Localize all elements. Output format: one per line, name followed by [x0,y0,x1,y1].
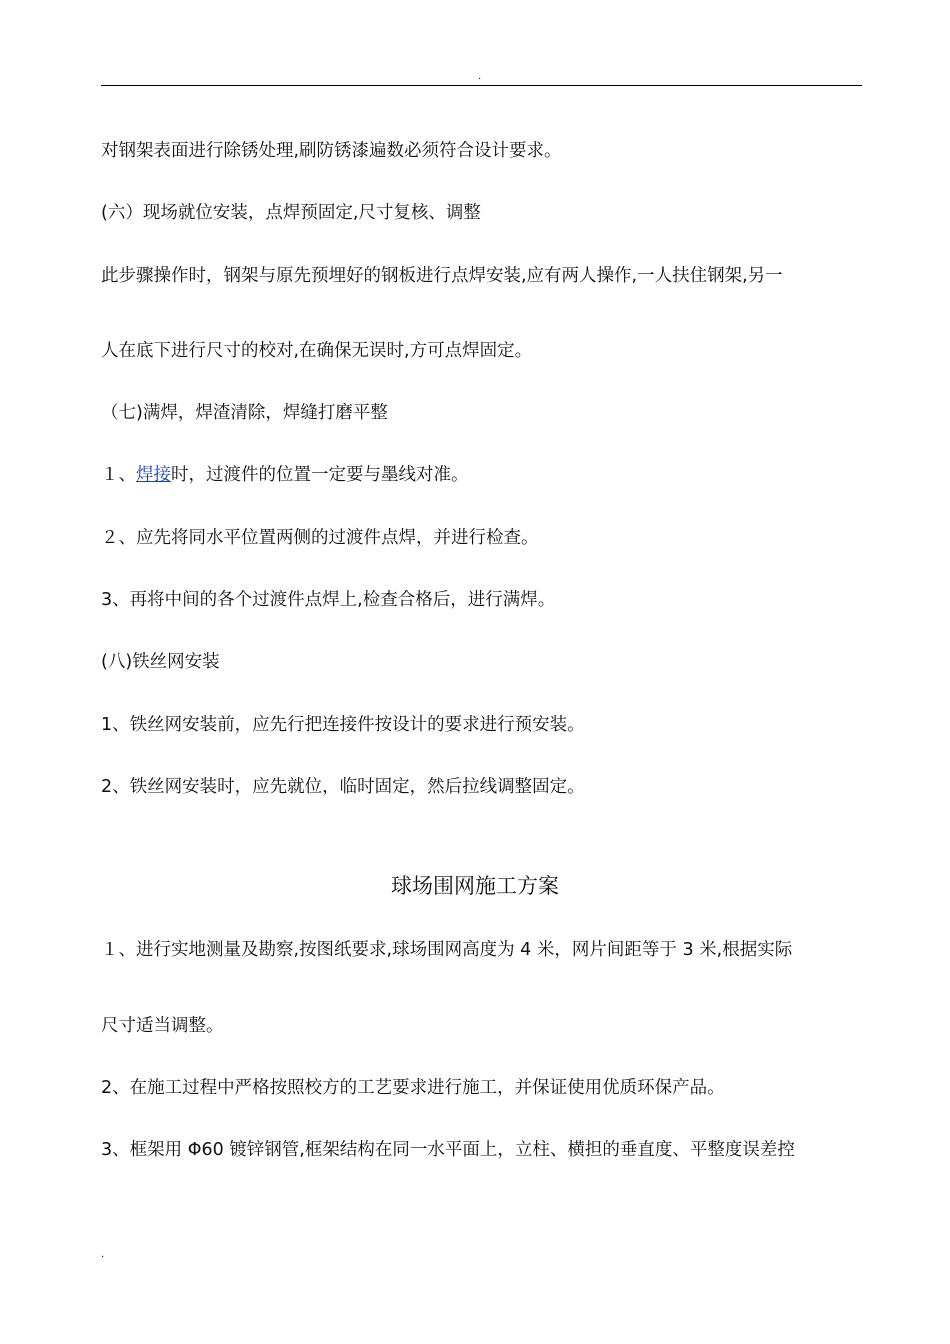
header-rule [101,85,862,86]
section-heading-6: (六）现场就位安装，点焊预固定,尺寸复核、调整 [101,203,481,223]
list-item-8-2: 2、铁丝网安装时，应先就位，临时固定，然后拉线调整固定。 [101,777,585,797]
paragraph-spot-weld-2: 人在底下进行尺寸的校对,在确保无误时,方可点焊固定。 [101,341,533,361]
welding-link[interactable]: 焊接 [136,465,171,485]
list-item-7-2: ２、应先将同水平位置两侧的过渡件点焊，并进行检查。 [101,528,539,548]
list-item-7-1-prefix: １、 [101,465,136,485]
section-heading-7: （七)满焊，焊渣清除，焊缝打磨平整 [101,403,388,423]
header-mark: . [478,71,482,82]
list-item-7-3: 3、再将中间的各个过渡件点焊上,检查合格后，进行满焊。 [101,590,556,610]
paragraph-frame: 3、框架用 Φ60 镀锌钢管,框架结构在同一水平面上，立柱、横担的垂直度、平整度误差控 [101,1140,795,1160]
paragraph-spot-weld-1: 此步骤操作时，钢架与原先预埋好的钢板进行点焊安装,应有两人操作,一人扶住钢架,另一 [101,266,783,286]
footer-mark: . [101,1249,105,1260]
list-item-7-1 [101,463,469,487]
paragraph-measure-2: 尺寸适当调整。 [101,1016,224,1036]
list-item-7-1-text: 时，过渡件的位置一定要与墨线对准。 [171,465,469,485]
document-title: 球场围网施工方案 [391,874,559,898]
list-item-8-1: 1、铁丝网安装前，应先行把连接件按设计的要求进行预安装。 [101,715,585,735]
paragraph-rust-treatment: 对钢架表面进行除锈处理,刷防锈漆遍数必须符合设计要求。 [101,141,562,161]
paragraph-measure-1: １、进行实地测量及勘察,按图纸要求,球场围网高度为 4 米，网片间距等于 3 米,根据实际 [101,940,793,960]
paragraph-process: 2、在施工过程中严格按照校方的工艺要求进行施工，并保证使用优质环保产品。 [101,1078,725,1098]
section-heading-8: (八)铁丝网安装 [101,652,220,672]
